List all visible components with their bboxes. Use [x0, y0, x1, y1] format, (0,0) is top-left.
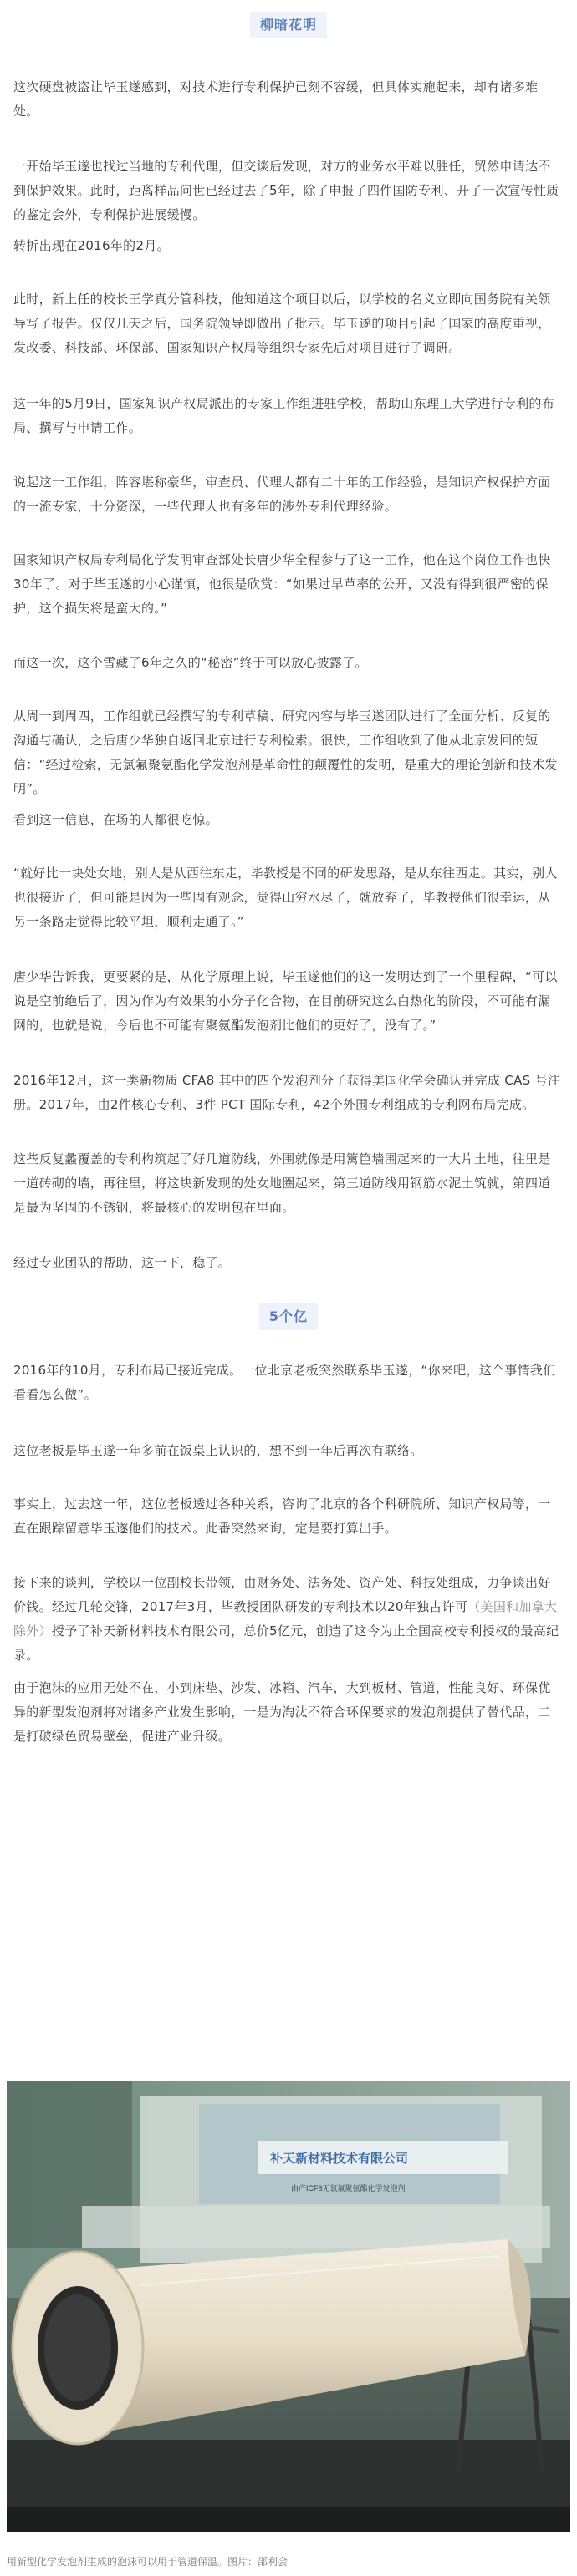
- paragraph-with-note: [13, 1571, 562, 1668]
- paragraph: 由于泡沫的应用无处不在，小到床垫、沙发、冰箱、汽车，大到板材、管道，性能良好、环保优异的新型发泡剂将对诸多产业发生影响，一是为淘汰不符合环保要求的发泡剂提供了替代品，二是打破绿色贸易壁垒，促进产业升级。: [13, 1680, 551, 1744]
- pipe-insulation-photo: [7, 2081, 570, 2532]
- paragraph: 唐少华告诉我，更要紧的是，从化学原理上说，毕玉遂他们的这一发明达到了一个里程碑，“可以说是空前绝后了，因为作为有效果的小分子化合物，在目前研究这么白热化的阶段，不可能有漏网的，也就是说，今后也不可能有聚氨酯发泡剂比他们的更好了，没有了。”: [13, 969, 558, 1033]
- section-heading-wrap: [0, 1303, 577, 1330]
- banner-small-text: 由产ICF8无氯氟聚氨酯化学发泡剂: [291, 2184, 406, 2192]
- paragraph: 这些反复蠡覆盖的专利构筑起了好几道防线，外围就像是用篱笆墙围起来的一大片土地，往里是一道砖砌的墙，再往里，将这块新发现的处女地圈起来，第三道防线用钢筋水泥土筑就，第四道是最为坚固的不锈钢，将最核心的发明包在里面。: [13, 1151, 551, 1215]
- paragraph: “就好比一块处女地，别人是从西往东走，毕教授是不同的研发思路，是从东往西走。其实，别人也很接近了，但可能是因为一些固有观念，觉得山穷水尽了，就放弃了，毕教授他们很幸运，从另一条路走觉得比较平坦，顺利走通了。”: [13, 866, 558, 929]
- paragraph: 说起这一工作组，阵容堪称豪华，审查员、代理人都有二十年的工作经验，是知识产权保护方面的一流专家，十分资深，一些代理人也有多年的涉外专利代理经验。: [13, 475, 551, 514]
- paragraph: 这位老板是毕玉遂一年多前在饭桌上认识的，想不到一年后再次有联络。: [13, 1443, 423, 1458]
- section-heading-wrap: [0, 12, 577, 38]
- paragraph-text: 授予了补天新材料技术有限公司，总价5亿元，创造了这今为止全国高校专利授权的最高纪录。: [13, 1623, 559, 1663]
- paragraph: 一开始毕玉遂也找过当地的专利代理，但交谈后发现，对方的业务水平难以胜任，贸然申请达不到保护效果。此时，距离样品问世已经过去了5年，除了申报了四件国防专利、开了一次宣传性质的鉴定会外，专利保护进展缓慢。: [13, 159, 559, 222]
- article-photo: [7, 2081, 570, 2532]
- paragraph: 经过专业团队的帮助，这一下，稳了。: [13, 1255, 232, 1270]
- paragraph: 转折出现在2016年的2月。: [13, 238, 170, 253]
- section-heading-liuanhuaming: 柳暗花明: [250, 12, 327, 38]
- paragraph: 从周一到周四，工作组就已经撰写的专利草稿、研究内容与毕玉遂团队进行了全面分析、反复的沟通与确认，之后唐少华独自返回北京进行专利检索。很快，工作组收到了他从北京发回的短信：“经过检索，无氯氟聚氨酯化学发泡剂是革命性的颠覆性的发明，是重大的理论创新和技术发明”。: [13, 709, 558, 796]
- paragraph: 2016年12月，这一类新物质 CFA8 其中的四个发泡剂分子获得美国化学会确认并完成 CAS 号注册。2017年，由2件核心专利、3件 PCT 国际专利，42个外围专利组成的专利网布局完成。: [13, 1073, 561, 1112]
- paragraph-note: （美国和加拿大除外）: [13, 1599, 558, 1639]
- photo-caption: 用新型化学发泡剂生成的泡沫可以用于管道保温。图片：邵利会: [7, 2556, 288, 2568]
- paragraph: 此时，新上任的校长王学真分管科技，他知道这个项目以后，以学校的名义立即向国务院有关领导写了报告。仅仅几天之后，国务院领导即做出了批示。毕玉遂的项目引起了国家的高度重视，发改委、科技部、环保部、国家知识产权局等组织专家先后对项目进行了调研。: [13, 292, 551, 355]
- banner-company-text: 补天新材料技术有限公司: [270, 2152, 409, 2166]
- section-heading-5yi: 5个亿: [259, 1303, 318, 1330]
- paragraph: 这一年的5月9日，国家知识产权局派出的专家工作组进驻学校，帮助山东理工大学进行专利的布局、撰写与申请工作。: [13, 396, 554, 435]
- paragraph: 看到这一信息，在场的人都很吃惊。: [13, 812, 218, 827]
- paragraph: 这次硬盘被盗让毕玉遂感到，对技术进行专利保护已刻不容缓，但具体实施起来，却有诸多难处。: [13, 79, 539, 119]
- paragraph: 2016年的10月，专利布局已接近完成。一位北京老板突然联系毕玉遂，“你来吧，这个事情我们看看怎么做”。: [13, 1363, 556, 1402]
- paragraph-text: 接下来的谈判，学校以一位副校长带领，由财务处、法务处、资产处、科技处组成，力争谈出好价钱。经过几轮交锋，2017年3月，毕教授团队研发的专利技术以20年独占许可: [13, 1575, 551, 1614]
- paragraph: 而这一次，这个雪藏了6年之久的“秘密”终于可以放心披露了。: [13, 655, 368, 670]
- paragraph: 事实上，过去这一年，这位老板透过各种关系，咨询了北京的各个科研院所、知识产权局等，一直在跟踪留意毕玉遂他们的技术。此番突然来询，定是要打算出手。: [13, 1496, 551, 1536]
- paragraph: 国家知识产权局专利局化学发明审查部处长唐少华全程参与了这一工作，他在这个岗位工作也快30年了。对于毕玉遂的小心谨慎，他很是欣赏：“如果过早草率的公开，又没有得到很严密的保护，这个损失将是蛮大的。”: [13, 552, 551, 616]
